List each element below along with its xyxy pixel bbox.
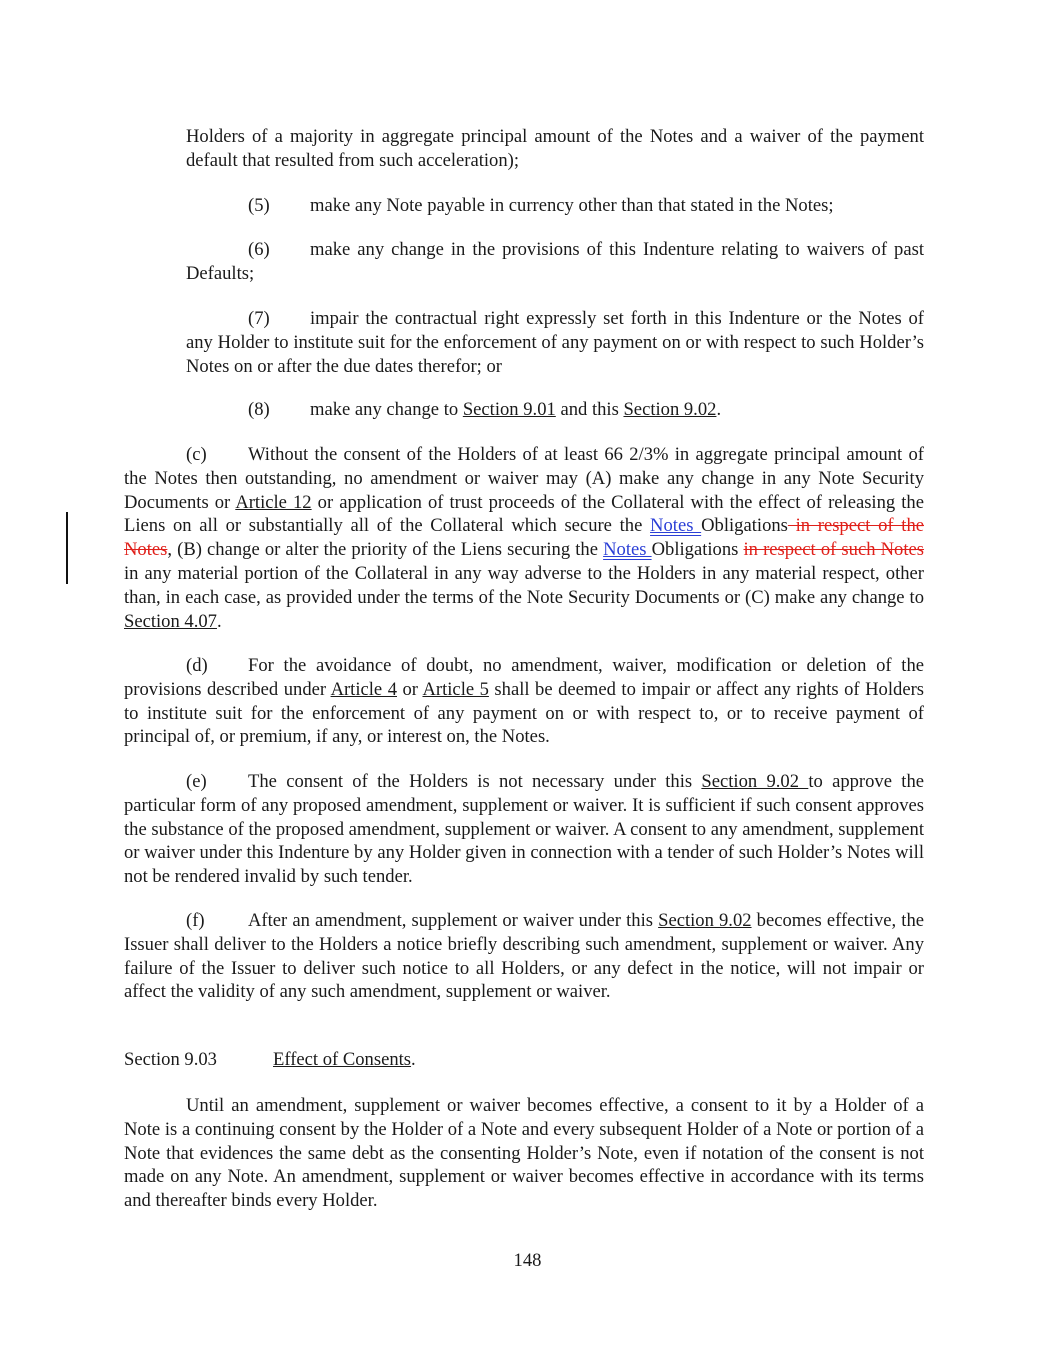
paragraph-number: (d) bbox=[186, 655, 208, 676]
paragraph-c bbox=[124, 443, 924, 633]
article-12-link[interactable]: Article 12 bbox=[235, 491, 312, 513]
list-item-5 bbox=[186, 194, 924, 218]
paragraph-text: to approve the particular form of any proposed amendment, supplement or waiver. It is sufficient if such consent approves the substance of the proposed amendment, supplement or waiver. A consent to any amendment, supplement or waiver under this Indenture by any Holder given in connection with a tender of such Holder’s Notes will not be rendered invalid by such tender. bbox=[124, 771, 924, 888]
item-text: and this bbox=[555, 399, 624, 420]
page-number: 148 bbox=[513, 1250, 542, 1271]
paragraph-text: For the avoidance of doubt, no amendment, waiver, modification or deletion of the provisions described under bbox=[124, 655, 924, 700]
change-bar bbox=[66, 512, 68, 584]
section-9-01-link[interactable]: Section 9.01 bbox=[462, 399, 556, 420]
paragraph-text: Obligations bbox=[701, 515, 788, 537]
item-text: make any change in the provisions of this Indenture relating to waivers of past Defaults; bbox=[186, 239, 924, 284]
paragraph-text: After an amendment, supplement or waiver under this bbox=[248, 910, 659, 931]
paragraph-text: The consent of the Holders is not necessary under this bbox=[248, 771, 702, 792]
paragraph-text: in any material portion of the Collateral in any way adverse to the Holders in any material respect, other than, in each case, as provided under the terms of the Note Security Documents or (C) make any change to bbox=[124, 562, 924, 608]
paragraph-number: (f) bbox=[186, 910, 205, 931]
article-5-link[interactable]: Article 5 bbox=[422, 678, 489, 700]
section-9-02-link[interactable]: Section 9.02 bbox=[623, 399, 717, 420]
item-text: make any change to bbox=[310, 399, 463, 420]
paragraph-number: (c) bbox=[186, 444, 207, 465]
inserted-text: Notes bbox=[603, 539, 652, 561]
item-number: (6) bbox=[248, 239, 270, 260]
inserted-text: Notes bbox=[650, 515, 702, 537]
section-9-02-link[interactable]: Section 9.02 bbox=[701, 771, 809, 792]
section-heading bbox=[124, 1048, 416, 1072]
item-text: impair the contractual right expressly set forth in this Indenture or the Notes of any Holder to institute suit for the enforcement of any payment on or with respect to such Holder’s Notes on or after the due dates therefor; or bbox=[186, 308, 924, 377]
section-4-07-link[interactable]: Section 4.07 bbox=[124, 610, 217, 632]
item-text: make any Note payable in currency other than that stated in the Notes; bbox=[310, 195, 834, 216]
deleted-text: in respect of the Notes bbox=[124, 515, 924, 561]
list-item-6 bbox=[186, 238, 924, 286]
item-number: (5) bbox=[248, 195, 270, 216]
paragraph-f bbox=[124, 909, 924, 1004]
section-9-02-link[interactable]: Section 9.02 bbox=[658, 910, 752, 931]
paragraph-text: . bbox=[216, 610, 222, 632]
item-number: (8) bbox=[248, 399, 270, 420]
paragraph-d bbox=[124, 654, 924, 749]
paragraph-text: shall be deemed to impair or affect any rights of Holders to institute suit for the enforcement of any payment on or with respect to, or to receive payment of principal of, or premium, if any, or interest on, the Notes. bbox=[124, 678, 924, 748]
list-item-8 bbox=[186, 398, 924, 422]
paragraph-text: or application of trust proceeds of the Collateral with the effect of releasing the Liens on all or substantially all of the Collateral which secure the bbox=[124, 491, 924, 537]
section-9-03-paragraph: Until an amendment, supplement or waiver becomes effective, a consent to it by a Holder of a Note is a continuing consent by the Holder of a Note and every subsequent Holder of a Note or portion of a Note that evidences the same debt as the consenting Holder’s Note, even if notation of the consent is not made on any Note. An amendment, supplement or waiver becomes effective in accordance with its terms and thereafter binds every Holder. bbox=[124, 1095, 924, 1212]
section-title-period: . bbox=[411, 1049, 416, 1070]
article-4-link[interactable]: Article 4 bbox=[330, 678, 397, 700]
paragraph-text: becomes effective, the Issuer shall deliver to the Holders a notice briefly describing such amendment, supplement or waiver. Any failure of the Issuer to deliver such notice to all Holders, or any defect in the notice, will not impair or affect the validity of any such amendment, supplement or waiver. bbox=[124, 910, 924, 1003]
section-title: Effect of Consents bbox=[273, 1049, 412, 1070]
continued-paragraph: Holders of a majority in aggregate principal amount of the Notes and a waiver of the payment default that resulted from such acceleration); bbox=[186, 126, 924, 171]
paragraph-text: , (B) change or alter the priority of the Liens securing the bbox=[167, 539, 604, 561]
list-item-7 bbox=[186, 307, 924, 378]
paragraph-text: or bbox=[397, 678, 423, 700]
paragraph-text: Obligations bbox=[651, 539, 744, 561]
item-number: (7) bbox=[248, 308, 270, 329]
item-text: . bbox=[716, 399, 722, 420]
deleted-text: in respect of such Notes bbox=[743, 539, 925, 561]
paragraph-text: Without the consent of the Holders of at least 66 2/3% in aggregate principal amount of the Notes then outstanding, no amendment or waiver may (A) make any change in any Note Security Documents or bbox=[124, 444, 924, 513]
paragraph-e bbox=[124, 770, 924, 889]
section-number: Section 9.03 bbox=[124, 1049, 217, 1070]
paragraph-number: (e) bbox=[186, 771, 207, 792]
